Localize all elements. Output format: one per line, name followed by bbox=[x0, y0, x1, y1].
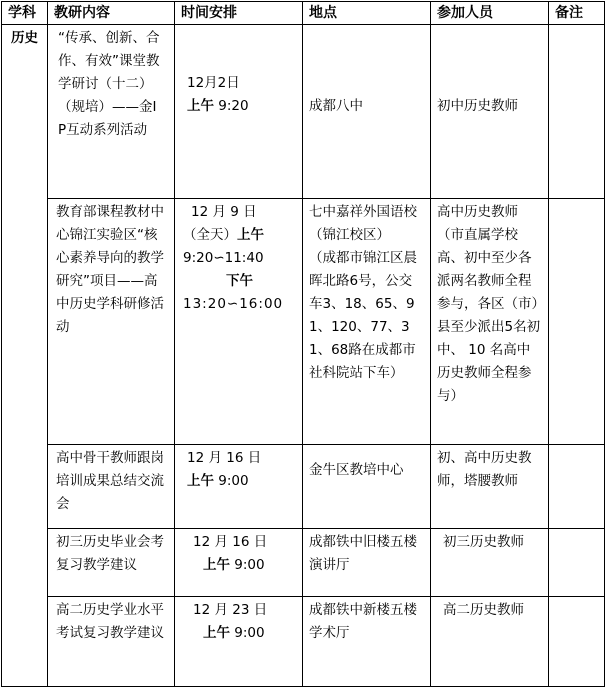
table-row bbox=[2, 529, 605, 597]
time-fullday-slot bbox=[183, 224, 296, 247]
note-cell bbox=[549, 445, 605, 529]
time-cell bbox=[175, 529, 303, 597]
time-period: 上午 bbox=[187, 98, 214, 114]
time-date: 12 月 16 日 bbox=[187, 450, 262, 466]
header-time: 时间安排 bbox=[175, 2, 303, 25]
time-pm-period: 下午 bbox=[226, 273, 253, 289]
participants-cell bbox=[431, 445, 549, 529]
time-fullday: （全天） bbox=[183, 227, 237, 243]
header-content: 教研内容 bbox=[48, 2, 175, 25]
participants-cell bbox=[431, 25, 549, 199]
time-date: 12 月 23 日 bbox=[193, 602, 268, 618]
participants-cell bbox=[431, 529, 549, 597]
table-row bbox=[2, 199, 605, 445]
content-cell bbox=[48, 597, 175, 687]
header-participants: 参加人员 bbox=[431, 2, 549, 25]
table-row bbox=[2, 445, 605, 529]
location-text: 成都八中 bbox=[309, 98, 363, 114]
participants-text: 高二历史教师 bbox=[443, 602, 524, 618]
time-slot bbox=[187, 95, 296, 118]
location-cell bbox=[303, 529, 431, 597]
time-slot bbox=[193, 554, 296, 577]
time-slot bbox=[193, 622, 296, 645]
note-cell bbox=[549, 597, 605, 687]
content-cell bbox=[48, 199, 175, 445]
participants-cell bbox=[431, 199, 549, 445]
time-am-period: 上午 bbox=[237, 227, 264, 243]
location-cell bbox=[303, 199, 431, 445]
location-main: 七中嘉祥外国语校（锦江校区） bbox=[309, 204, 417, 243]
time-date: 12 月 16 日 bbox=[193, 534, 268, 550]
content-text: “传承、创新、合作、有效”课堂教学研讨（十二）（规培）——金IP互动系列活动 bbox=[58, 30, 160, 138]
content-text: 教育部课程教材中心锦江实验区“核心素养导向的教学研究”项目——高中历史学科研修活动 bbox=[56, 204, 164, 335]
location-cell bbox=[303, 597, 431, 687]
participants-cell bbox=[431, 597, 549, 687]
time-period: 上午 bbox=[203, 625, 230, 641]
location-text: 金牛区教培中心 bbox=[309, 462, 404, 478]
location-text: 成都铁中新楼五楼学术厅 bbox=[309, 602, 417, 641]
header-subject: 学科 bbox=[2, 2, 48, 25]
time-period: 上午 bbox=[203, 557, 230, 573]
time-cell bbox=[175, 199, 303, 445]
header-note: 备注 bbox=[549, 2, 605, 25]
time-date: 12 月 9 日 bbox=[191, 204, 257, 220]
time-cell bbox=[175, 597, 303, 687]
content-cell bbox=[48, 529, 175, 597]
participants-text: 初、高中历史教师，塔腰教师 bbox=[437, 450, 532, 489]
location-cell bbox=[303, 445, 431, 529]
participants-text: 初中历史教师 bbox=[437, 98, 518, 114]
header-location: 地点 bbox=[303, 2, 431, 25]
time-period: 上午 bbox=[187, 473, 214, 489]
time-clock: 9:20 bbox=[218, 98, 249, 114]
time-am-clock: 9:20∽11:40 bbox=[183, 250, 264, 266]
content-cell bbox=[48, 25, 175, 199]
header-row bbox=[2, 2, 605, 25]
location-detail: （成都市锦江区晨晖北路6号，公交车3、18、65、91、120、77、31、68路在成都市社科院站下车） bbox=[309, 250, 417, 381]
time-date: 12月2日 bbox=[187, 75, 240, 91]
schedule-table bbox=[1, 1, 605, 687]
time-clock: 9:00 bbox=[218, 473, 249, 489]
note-cell bbox=[549, 529, 605, 597]
content-text: 初三历史毕业会考复习教学建议 bbox=[56, 534, 164, 573]
note-cell bbox=[549, 25, 605, 199]
participants-text: 高中历史教师（市直属学校高、初中至少各派两名教师全程参与，各区（市）县至少派出5名初中、 10 名高中历史教师全程参与） bbox=[437, 204, 541, 404]
table-row bbox=[2, 25, 605, 199]
note-cell bbox=[549, 199, 605, 445]
table-row bbox=[2, 597, 605, 687]
participants-text: 初三历史教师 bbox=[443, 534, 524, 550]
content-cell bbox=[48, 445, 175, 529]
content-text: 高二历史学业水平考试复习教学建议 bbox=[56, 602, 164, 641]
time-cell bbox=[175, 25, 303, 199]
time-pm-clock: 13:20∽16:00 bbox=[183, 296, 284, 312]
location-text: 成都铁中旧楼五楼演讲厅 bbox=[309, 534, 417, 573]
content-text: 高中骨干教师跟岗培训成果总结交流会 bbox=[56, 450, 164, 512]
time-clock: 9:00 bbox=[234, 625, 265, 641]
time-clock: 9:00 bbox=[234, 557, 265, 573]
time-slot bbox=[187, 470, 296, 493]
subject-cell: 历史 bbox=[2, 25, 48, 687]
time-cell bbox=[175, 445, 303, 529]
location-cell bbox=[303, 25, 431, 199]
